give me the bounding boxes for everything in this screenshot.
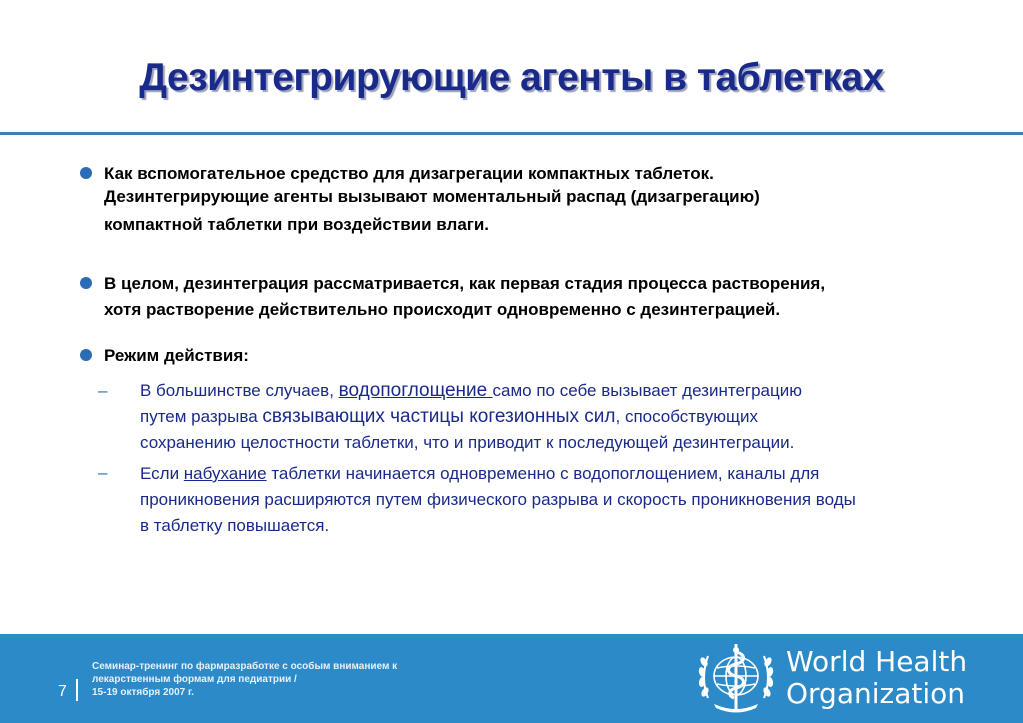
bullet-line: Дезинтегрирующие агенты вызывают моментальный распад (дизагрегацию)	[104, 187, 760, 206]
subbullet-text-2	[140, 461, 1000, 539]
footer-bar	[0, 634, 1023, 723]
subbullet-line: проникновения расширяются путем физического разрыва и скорость проникновения воды	[140, 490, 856, 509]
subbullet-dash: –	[98, 381, 108, 400]
text-run: , способствующих	[615, 407, 758, 426]
subbullet-line	[140, 378, 1000, 404]
text-run: Если	[140, 464, 184, 483]
term-cohesive-forces: связывающих частицы когезионных сил	[262, 406, 616, 427]
seminar-line: 15-19 октября 2007 г.	[92, 687, 194, 698]
subbullet-text-1	[140, 378, 1000, 456]
subbullet-line	[140, 404, 1000, 430]
subbullet-dash: –	[98, 463, 108, 482]
bullet-text-3	[104, 343, 984, 369]
term-swelling: набухание	[183, 464, 267, 483]
who-name	[786, 646, 967, 710]
text-run: В большинстве случаев,	[140, 381, 339, 400]
bullet-dot	[80, 167, 92, 179]
subbullet-line	[140, 461, 1000, 487]
subbullet-line: в таблетку повышается.	[140, 516, 330, 535]
slide-title: Дезинтегрирующие агенты в таблетках	[139, 56, 884, 99]
who-emblem-icon	[694, 638, 778, 718]
bullet-line: Режим действия:	[104, 346, 249, 365]
seminar-line: Семинар-тренинг по фармразработке с особым вниманием к	[92, 661, 398, 672]
text-run: таблетки начинается одновременно с водопоглощением, каналы для	[266, 464, 820, 483]
text-run: путем разрыва	[140, 407, 263, 426]
page-number: 7	[58, 683, 67, 700]
who-name-line-1: World Health	[786, 645, 968, 678]
text-run: само по себе вызывает дезинтеграцию	[492, 381, 802, 400]
page-number-separator	[76, 679, 78, 701]
bullet-text-1	[104, 160, 984, 239]
bullet-line: Как вспомогательное средство для дизагрегации компактных таблеток.	[104, 164, 714, 183]
subbullet-line: сохранению целостности таблетки, что и приводит к последующей дезинтеграции.	[140, 433, 795, 452]
term-water-absorption: водопоглощение	[338, 380, 493, 401]
bullet-text-2	[104, 271, 984, 323]
title-divider	[0, 132, 1023, 135]
bullet-line: В целом, дезинтеграция рассматривается, как первая стадия процесса растворения,	[104, 274, 826, 293]
who-name-line-2: Organization	[786, 677, 966, 710]
bullet-dot	[80, 277, 92, 289]
bullet-line: хотя растворение действительно происходит одновременно с дезинтеграцией.	[104, 300, 781, 319]
bullet-dot	[80, 349, 92, 361]
seminar-caption	[92, 660, 512, 699]
bullet-line: компактной таблетки при воздействии влаги.	[104, 215, 490, 234]
seminar-line: лекарственным формам для педиатрии /	[92, 674, 297, 685]
